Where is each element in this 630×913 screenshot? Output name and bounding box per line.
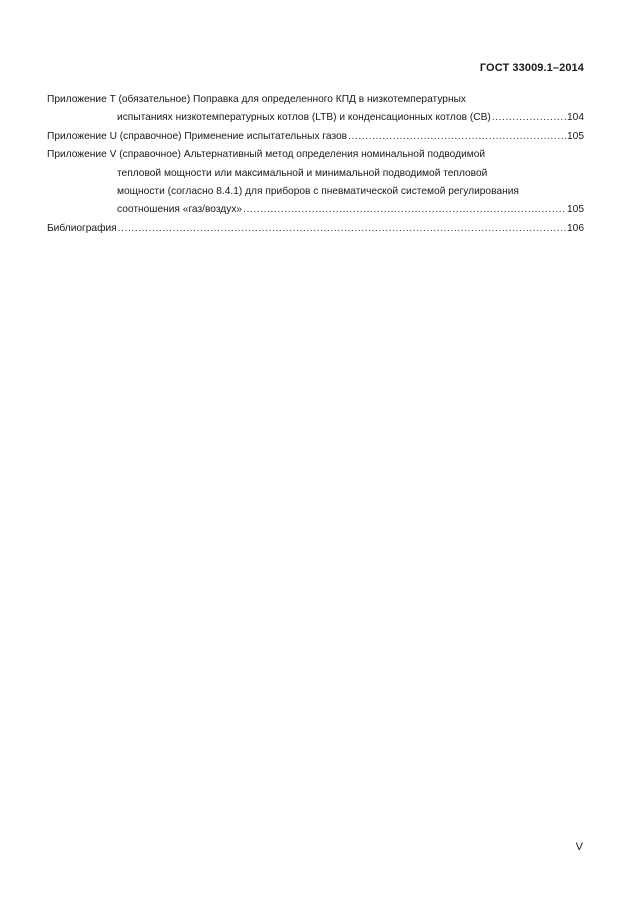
toc-entry-appendix-v[interactable]	[47, 146, 584, 220]
dot-leader	[348, 128, 566, 146]
toc-page-number: 106	[567, 222, 584, 234]
toc-entry-line	[47, 109, 584, 127]
toc-entry-line	[47, 201, 584, 219]
toc-entry-line	[47, 183, 584, 201]
dot-leader	[243, 201, 566, 219]
table-of-contents	[47, 91, 584, 238]
toc-entry-bibliography[interactable]	[47, 220, 584, 238]
toc-entry-appendix-u[interactable]	[47, 128, 584, 146]
toc-entry-title: Приложение V (справочное) Альтернативный метод определения номинальной подводимой	[47, 149, 486, 161]
document-number-header: ГОСТ 33009.1–2014	[479, 62, 584, 74]
toc-entry-title: Приложение U (справочное) Применение испытательных газов	[47, 130, 348, 142]
toc-page-number: 105	[567, 204, 584, 216]
toc-entry-title-continued: мощности (согласно 8.4.1) для приборов с пневматической системой регулирования	[117, 186, 519, 198]
toc-page-number: 105	[567, 130, 584, 142]
page-number-footer: V	[575, 841, 583, 853]
toc-entry-line	[47, 91, 584, 109]
toc-entry-title-continued: соотношения «газ/воздух»	[117, 204, 243, 216]
toc-entry-line	[47, 165, 584, 183]
toc-entry-line	[47, 220, 584, 238]
toc-entry-appendix-t[interactable]	[47, 91, 584, 128]
toc-entry-title-continued: тепловой мощности или максимальной и минимальной подводимой тепловой	[117, 167, 488, 179]
dot-leader	[118, 220, 566, 238]
toc-entry-line	[47, 146, 584, 164]
toc-page-number: 104	[567, 112, 584, 124]
toc-entry-title-continued: испытаниях низкотемпературных котлов (LTB) и конденсационных котлов (CB)	[117, 112, 491, 124]
toc-entry-title: Библиография	[47, 222, 117, 234]
dot-leader	[492, 109, 566, 127]
toc-entry-line	[47, 128, 584, 146]
toc-entry-title: Приложение T (обязательное) Поправка для определенного КПД в низкотемпературных	[47, 94, 467, 105]
